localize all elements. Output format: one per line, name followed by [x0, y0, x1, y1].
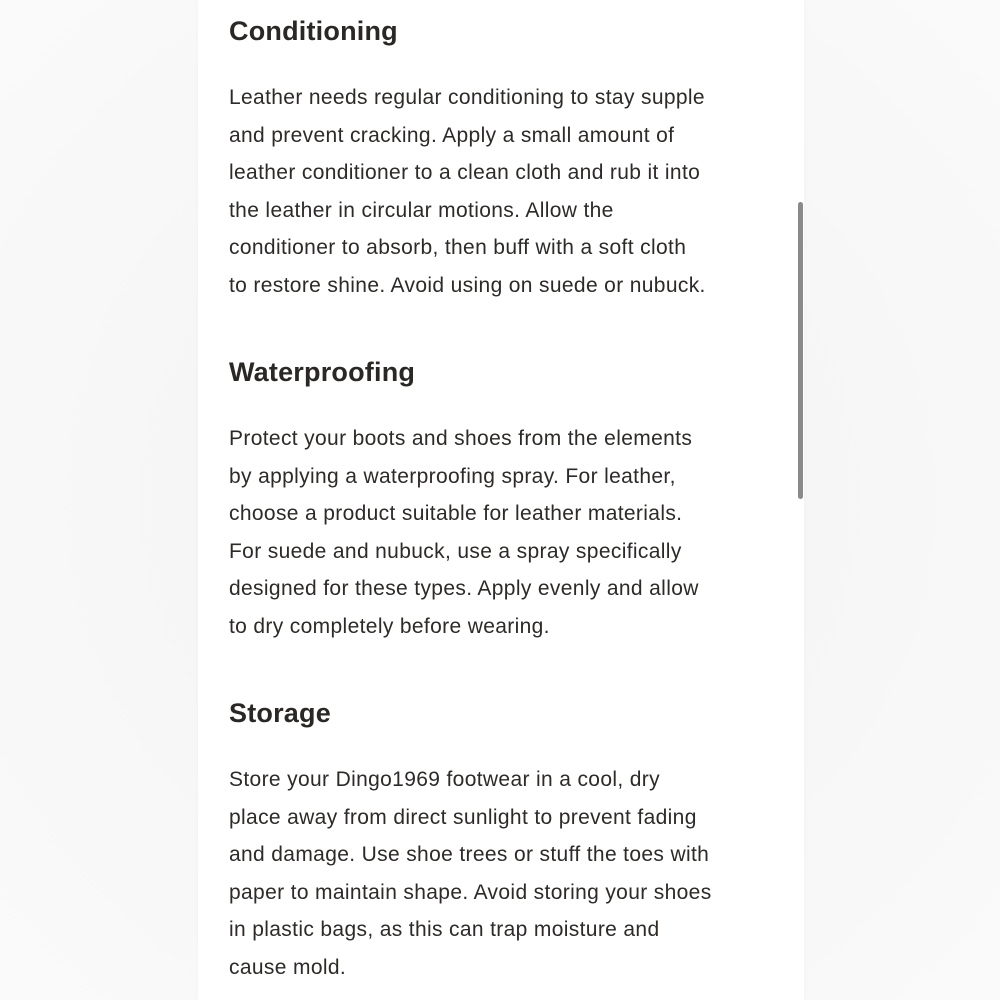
- heading-waterproofing: Waterproofing: [229, 357, 416, 387]
- text-line: Store your Dingo1969 footwear in a cool, dry: [229, 768, 660, 791]
- scrollbar-thumb[interactable]: [798, 202, 803, 499]
- document-sheet: [198, 0, 804, 1000]
- heading-storage: Storage: [229, 698, 331, 728]
- text-line: in plastic bags, as this can trap moisture and: [229, 918, 660, 941]
- text-line: Protect your boots and shoes from the elements: [229, 427, 693, 450]
- paragraph-waterproofing: [229, 420, 789, 645]
- paragraph-storage: [229, 761, 789, 986]
- text-line: leather conditioner to a clean cloth and rub it into: [229, 161, 701, 184]
- heading-conditioning: Conditioning: [229, 16, 398, 46]
- text-line: the leather in circular motions. Allow the: [229, 198, 614, 222]
- section-waterproofing: [229, 355, 789, 645]
- text-line: paper to maintain shape. Avoid storing your shoes: [229, 880, 712, 904]
- section-conditioning: [229, 14, 789, 304]
- text-line: to restore shine. Avoid using on suede or nubuck.: [229, 273, 706, 297]
- text-line: and prevent cracking. Apply a small amount of: [229, 123, 675, 147]
- text-line: Leather needs regular conditioning to stay supple: [229, 86, 705, 109]
- text-line: and damage. Use shoe trees or stuff the toes with: [229, 843, 710, 866]
- care-guide-content: [229, 14, 789, 986]
- text-line: conditioner to absorb, then buff with a soft cloth: [229, 236, 687, 259]
- text-line: designed for these types. Apply evenly and allow: [229, 577, 699, 600]
- text-line: by applying a waterproofing spray. For leather,: [229, 464, 676, 488]
- paragraph-conditioning: [229, 79, 789, 304]
- text-line: cause mold.: [229, 955, 347, 979]
- text-line: For suede and nubuck, use a spray specifically: [229, 539, 682, 563]
- text-line: choose a product suitable for leather materials.: [229, 502, 683, 525]
- section-storage: [229, 696, 789, 986]
- text-line: to dry completely before wearing.: [229, 614, 550, 638]
- text-line: place away from direct sunlight to prevent fading: [229, 805, 697, 829]
